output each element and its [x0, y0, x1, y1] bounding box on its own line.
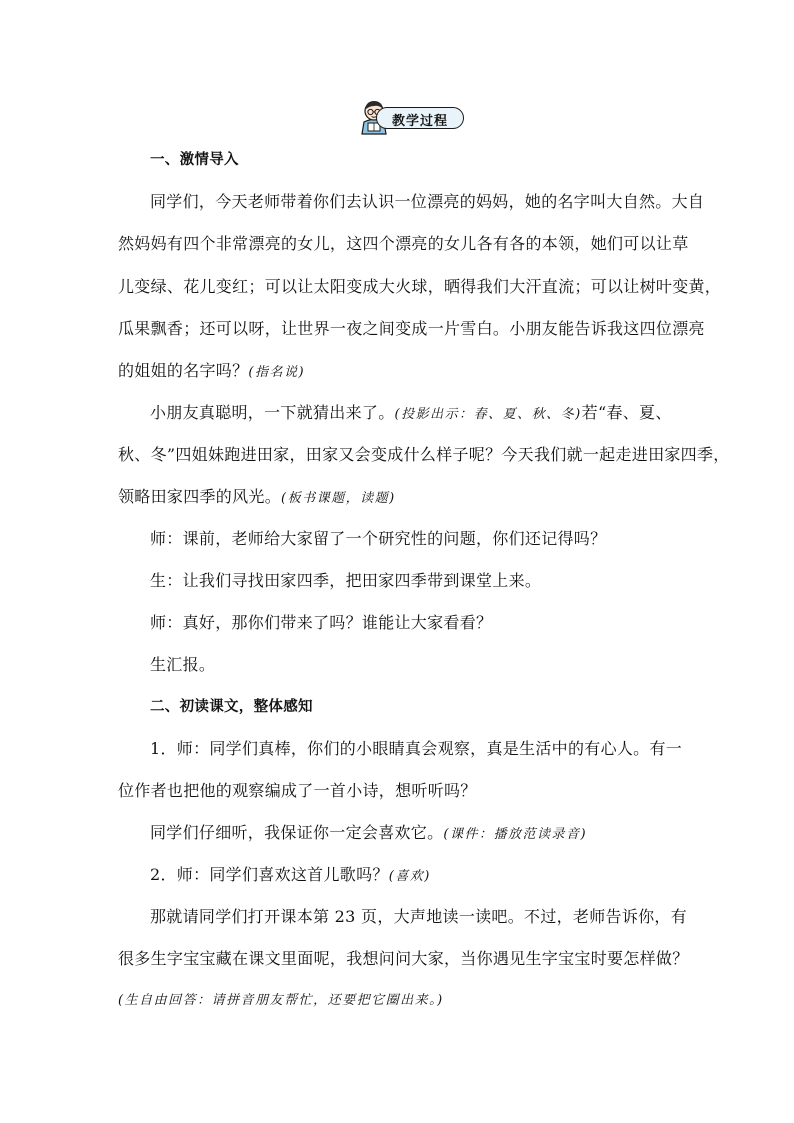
badge-frame: [376, 107, 464, 129]
para2-line1: [150, 403, 672, 425]
part2-p4-line2: 很多生字宝宝藏在课文里面呢，我想问问大家，当你遇见生字宝宝时要怎样做？: [118, 949, 689, 968]
part2-p3: [150, 865, 431, 887]
para1-line4: 瓜果飘香；还可以呀，让世界一夜之间变成一片雪白。小朋友能告诉我这四位漂亮: [118, 319, 705, 338]
part2-p2-note: (课件：播放范读录音): [443, 827, 588, 842]
para2-line3: [118, 487, 396, 509]
para1-line5: [118, 361, 305, 383]
part2-p1-line1: 1．师：同学们真棒，你们的小眼睛真会观察，真是生活中的有心人。有一: [150, 739, 683, 758]
dialogue-line-3: 师：真好，那你们带来了吗？谁能让大家看看？: [150, 613, 493, 632]
part2-p2-text: 同学们仔细听，我保证你一定会喜欢它。: [150, 823, 444, 842]
para2-line3-note: (板书课题，读题): [281, 491, 396, 506]
para1-line2: 然妈妈有四个非常漂亮的女儿，这四个漂亮的女儿各有各的本领，她们可以让草: [118, 234, 689, 253]
para1-line5-text: 的姐姐的名字吗？: [118, 361, 249, 380]
para1-line5-note: (指名说): [248, 365, 306, 380]
dialogue-line-4: 生汇报。: [150, 655, 216, 674]
para2-line2: 秋、冬”四姐妹跑进田家，田家又会变成什么样子呢？今天我们就一起走进田家四季，: [118, 445, 730, 464]
para1-line1: 同学们，今天老师带着你们去认识一位漂亮的妈妈，她的名字叫大自然。大自: [150, 192, 705, 211]
part2-p3-text: 2．师：同学们喜欢这首儿歌吗？: [150, 865, 389, 884]
dialogue-line-1: 师：课前，老师给大家留了一个研究性的问题，你们还记得吗？: [150, 529, 607, 548]
para1-line3: 儿变绿、花儿变红；可以让太阳变成大火球，晒得我们大汗直流；可以让树叶变黄，: [118, 277, 722, 296]
badge-label: 教学过程: [391, 114, 448, 129]
part2-p2: [150, 823, 587, 845]
part2-p4-line1: 那就请同学们打开课本第 23 页，大声地读一读吧。不过，老师告诉你，有: [150, 907, 688, 926]
para2-line1-note: (投影出示：春、夏、秋、冬): [394, 407, 582, 422]
part2-p1-line2: 位作者也把他的观察编成了一首小诗，想听听吗？: [118, 781, 477, 800]
part2-p3-note: (喜欢): [388, 869, 431, 884]
dialogue-line-2: 生：让我们寻找田家四季，把田家四季带到课堂上来。: [150, 571, 542, 590]
part2-p4-note: (生自由回答：请拼音朋友帮忙，还要把它圈出来。): [118, 993, 444, 1008]
para2-line1-text-b: 若“春、夏、: [581, 403, 672, 422]
section-heading-1: 一、激情导入: [150, 152, 239, 168]
para2-line1-text-a: 小朋友真聪明，一下就猜出来了。: [150, 403, 395, 422]
section-heading-2: 二、初读课文，整体感知: [150, 699, 313, 715]
section-badge: [354, 98, 468, 136]
para2-line3-text: 领略田家四季的风光。: [118, 487, 282, 506]
